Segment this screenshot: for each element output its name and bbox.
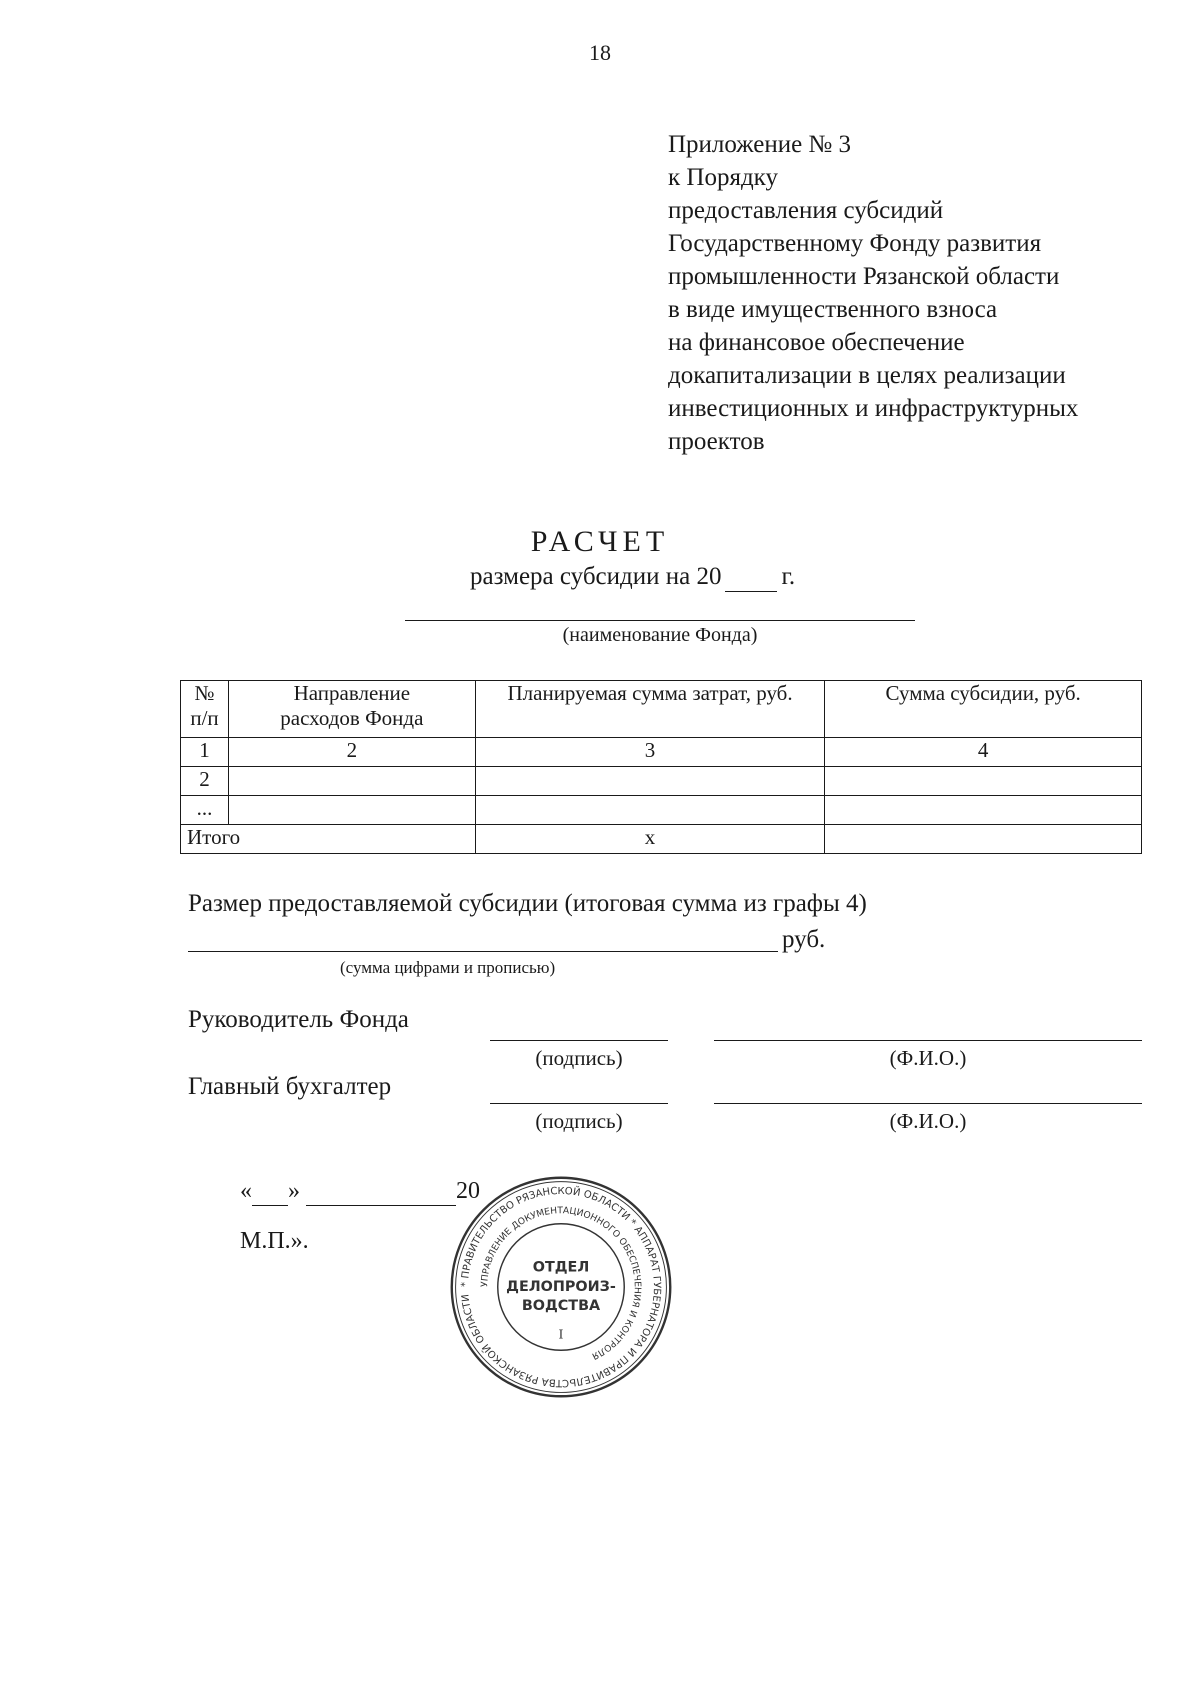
table-row: [181, 796, 1142, 825]
header-direction: [228, 681, 475, 738]
stamp-number: I: [558, 1326, 564, 1342]
table-row: [181, 738, 1142, 767]
table-cell: [228, 767, 475, 796]
header-number-line: №: [194, 681, 215, 705]
day-blank: [252, 1178, 288, 1206]
head-name-line: [714, 1040, 1142, 1041]
appendix-line: Приложение № 3: [668, 131, 852, 158]
header-number: [181, 681, 229, 738]
header-direction-line: расходов Фонда: [280, 706, 424, 730]
fund-name-caption: (наименование Фонда): [562, 624, 758, 646]
appendix-line: промышленности Рязанской области: [668, 263, 1060, 290]
appendix-line: на финансовое обеспечение: [668, 329, 965, 356]
official-stamp: [446, 1172, 676, 1402]
stamp-outer-text: * ПРАВИТЕЛЬСТВО РЯЗАНСКОЙ ОБЛАСТИ * АППАРАТ ГУБЕРНАТОРА И ПРАВИТЕЛЬСТВА РЯЗАНСКОЙ ОБЛАСТИ: [460, 1186, 663, 1389]
document-subtitle: [470, 563, 795, 592]
stamp-center-line: ОТДЕЛ: [532, 1259, 590, 1276]
table-cell: 2: [181, 767, 229, 796]
accountant-label: Главный бухгалтер: [188, 1073, 392, 1100]
appendix-line: к Порядку: [668, 164, 778, 191]
accountant-signature-line: [490, 1103, 668, 1104]
stamp-center-line: ВОДСТВА: [521, 1298, 601, 1314]
appendix-line: инвестиционных и инфраструктурных: [668, 395, 1079, 422]
accountant-name-line: [714, 1103, 1142, 1104]
table-cell: [228, 796, 475, 825]
subsidy-unit: руб.: [782, 926, 826, 953]
accountant-signature-caption: (подпись): [535, 1109, 623, 1133]
table-cell: 3: [475, 738, 825, 767]
accountant-name-caption: (Ф.И.О.): [889, 1109, 967, 1133]
table-cell: 2: [228, 738, 475, 767]
appendix-line: предоставления субсидий: [668, 197, 944, 224]
table-total-row: [181, 825, 1142, 854]
table-cell: [825, 767, 1142, 796]
table-cell: [825, 796, 1142, 825]
header-number-line: п/п: [190, 706, 219, 730]
appendix-header: [668, 128, 1078, 458]
subsidy-sum-caption: (сумма цифрами и прописью): [340, 958, 556, 977]
table-cell: 4: [825, 738, 1142, 767]
fund-name-line: [405, 620, 915, 621]
date-close-quote: »: [288, 1178, 300, 1204]
appendix-line: Государственному Фонду развития: [668, 230, 1042, 257]
header-direction-line: Направление: [293, 681, 411, 705]
year-blank: [725, 563, 777, 592]
table-cell: ...: [181, 796, 229, 825]
month-blank: [306, 1178, 456, 1206]
date-line: [240, 1178, 480, 1206]
table-cell: [475, 767, 825, 796]
total-planned: x: [475, 825, 825, 854]
head-signature-line: [490, 1040, 668, 1041]
head-name-caption: (Ф.И.О.): [889, 1046, 967, 1070]
head-label: Руководитель Фонда: [188, 1006, 409, 1033]
seal-place-label: М.П.».: [240, 1228, 309, 1254]
subtitle-suffix: г.: [781, 563, 796, 590]
subsidy-sum-line: [188, 951, 778, 952]
subtitle-prefix: размера субсидии на 20: [470, 563, 722, 590]
header-subsidy-sum: Сумма субсидии, руб.: [825, 681, 1142, 738]
header-planned-sum: Планируемая сумма затрат, руб.: [475, 681, 825, 738]
date-year: 20: [456, 1178, 480, 1204]
total-subsidy: [825, 825, 1142, 854]
date-open-quote: «: [240, 1178, 252, 1204]
document-title: РАСЧЕТ: [530, 525, 670, 558]
table-cell: 1: [181, 738, 229, 767]
head-signature-caption: (подпись): [535, 1046, 623, 1070]
stamp-center-line: ДЕЛОПРОИЗ-: [506, 1278, 616, 1295]
subsidy-size-text: Размер предоставляемой субсидии (итоговая сумма из графы 4): [188, 890, 867, 917]
appendix-line: докапитализации в целях реализации: [668, 362, 1066, 389]
appendix-line: проектов: [668, 428, 765, 455]
table-cell: [475, 796, 825, 825]
page-number: 18: [589, 40, 611, 65]
total-label: Итого: [181, 825, 476, 854]
table-row: [181, 767, 1142, 796]
appendix-line: в виде имущественного взноса: [668, 296, 998, 323]
table-header-row: [181, 681, 1142, 738]
stamp-inner-text: УПРАВЛЕНИЕ ДОКУМЕНТАЦИОННОГО ОБЕСПЕЧЕНИЯ И КОНТРОЛЯ: [480, 1206, 642, 1361]
calculation-table: [180, 680, 1142, 854]
